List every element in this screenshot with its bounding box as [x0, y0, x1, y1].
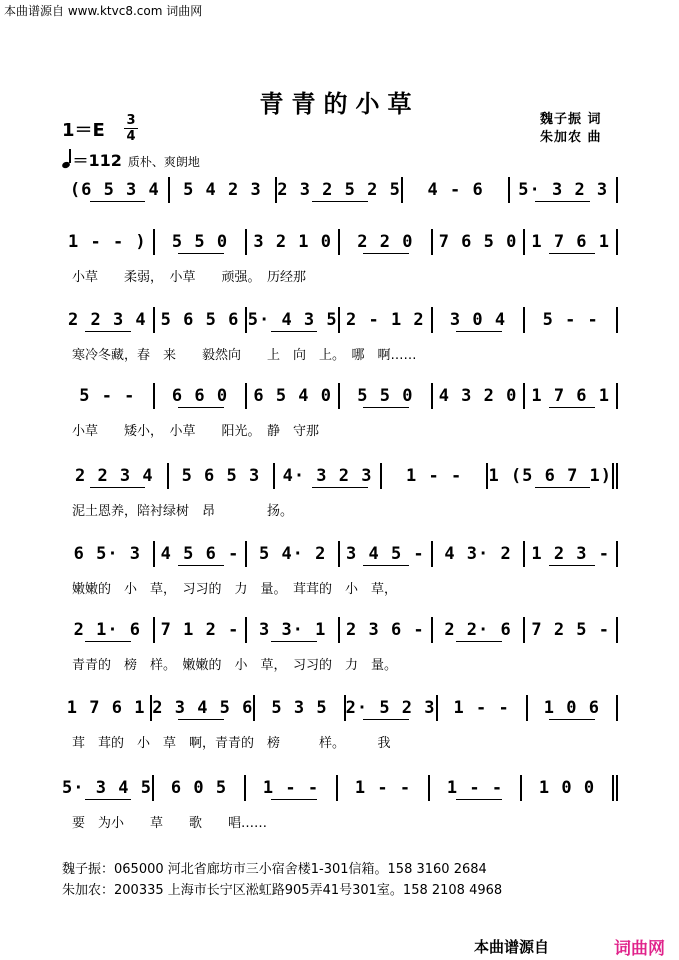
measure: 6 5· 3 — [73, 544, 142, 564]
footer-source-label: 本曲谱源自 — [474, 938, 550, 956]
barline — [616, 307, 618, 333]
song-title: 青青的小草 — [259, 89, 420, 118]
measure: 1 - - — [453, 698, 510, 718]
barline — [612, 775, 614, 801]
measure: 6 0 5 — [170, 778, 228, 798]
measure: 5· 3 4 5 — [62, 778, 152, 798]
measure: 1 - - — [406, 466, 463, 486]
beam-line — [85, 641, 131, 642]
beam-line — [271, 641, 317, 642]
measure: 5 6 5 6 — [160, 310, 240, 330]
measure: 4 3 2 0 — [438, 386, 518, 406]
measure: 4 3· 2 — [444, 544, 512, 564]
measure: 1 (5 6 7 1) — [488, 466, 613, 486]
barline — [616, 541, 618, 567]
measure: 2 2 3 4 — [68, 310, 147, 330]
score-row — [62, 376, 618, 416]
key-signature: 1＝E — [62, 120, 105, 141]
score-notes — [62, 170, 618, 210]
measure: 5 - - — [542, 310, 599, 330]
barline — [616, 695, 618, 721]
score-row — [62, 300, 618, 340]
beam-line — [363, 253, 409, 254]
measure: 1 - - — [446, 778, 504, 798]
measure: 3 2 1 0 — [253, 232, 332, 252]
score-row — [62, 170, 618, 210]
measure: 2· 5 2 3 — [345, 698, 436, 718]
measure: 6 5 4 0 — [253, 386, 332, 406]
beam-line — [549, 253, 595, 254]
score-notes — [62, 376, 618, 416]
beam-line — [549, 565, 595, 566]
measure: 5 5 0 — [357, 386, 414, 406]
score-notes — [62, 610, 618, 650]
score-row — [62, 534, 618, 574]
beam-line — [178, 719, 224, 720]
score-row — [62, 688, 618, 728]
beam-line — [456, 799, 502, 800]
measure: 1 0 6 — [543, 698, 600, 718]
beam-line — [85, 799, 131, 800]
measure: 1 - - ) — [68, 232, 147, 252]
measure: 2 - 1 2 — [346, 310, 425, 330]
lyric-line: 小草 柔弱， 小草 顽强。 历经那 — [72, 270, 307, 285]
measure: 1 0 0 — [538, 778, 596, 798]
measure: 5 3 5 — [271, 698, 328, 718]
site-logo: 词曲网 — [614, 939, 665, 959]
score-notes — [62, 534, 618, 574]
measure: 1 7 6 1 — [531, 232, 611, 252]
beam-line — [363, 565, 409, 566]
measure: 1 2 3 - — [531, 544, 611, 564]
tempo-value: ＝112 — [72, 151, 122, 170]
measure: 7 1 2 - — [160, 620, 240, 640]
measure: 2 3 2 5 2 5 — [277, 180, 401, 200]
barline — [616, 617, 618, 643]
measure: 3 0 4 — [449, 310, 507, 330]
lyric-line: 小草 矮小， 小草 阳光。 静 守那 — [72, 424, 320, 439]
beam-line — [535, 201, 591, 202]
beam-line — [271, 331, 317, 332]
score-notes — [62, 456, 618, 496]
score-row — [62, 610, 618, 650]
measure: (6 5 3 4 — [69, 180, 160, 200]
measure: 7 2 5 - — [531, 620, 611, 640]
score-notes — [62, 768, 618, 808]
measure: 5 5 0 — [171, 232, 229, 252]
time-signature — [124, 114, 138, 143]
barline — [616, 177, 618, 203]
measure: 2 3 6 - — [346, 620, 425, 640]
contact-lyricist: 魏子振：065000 河北省廊坊市三小宿舍楼1-301信箱。158 3160 2684 — [62, 862, 487, 877]
measure: 4· 3 2 3 — [282, 466, 373, 486]
lyric-line: 青青的 榜 样。 嫩嫩的 小 草， 习习的 力 量。 — [72, 658, 398, 673]
beam-line — [178, 407, 224, 408]
measure: 2 2· 6 — [444, 620, 512, 640]
score-notes — [62, 300, 618, 340]
measure: 1 - - — [354, 778, 412, 798]
source-header: 本曲谱源自 www.ktvc8.com 词曲网 — [4, 4, 203, 18]
lyricist-credit: 魏子振 词 — [540, 112, 602, 127]
measure: 5· 3 2 3 — [518, 180, 609, 200]
barline — [616, 229, 618, 255]
beam-line — [271, 799, 317, 800]
measure: 4 5 6 - — [160, 544, 240, 564]
beam-line — [312, 487, 368, 488]
tempo-marking — [62, 148, 200, 171]
score-row — [62, 456, 618, 496]
beam-line — [456, 641, 502, 642]
time-signature-top: 3 — [126, 113, 136, 128]
score-row — [62, 222, 618, 262]
beam-line — [363, 719, 409, 720]
beam-line — [312, 201, 368, 202]
lyric-line: 嫩嫩的 小 草， 习习的 力 量。 茸茸的 小 草， — [72, 582, 398, 597]
measure: 2 1· 6 — [73, 620, 142, 640]
measure: 5 6 5 3 — [181, 466, 261, 486]
lyric-line: 要 为小 草 歌 唱…… — [72, 816, 268, 831]
measure: 5 - - — [79, 386, 136, 406]
barline — [616, 383, 618, 409]
measure: 5· 4 3 5 — [247, 310, 338, 330]
measure: 2 2 0 — [357, 232, 414, 252]
score-row — [62, 768, 618, 808]
lyric-line: 泥土恩养，陪衬绿树 昂 扬。 — [72, 504, 294, 519]
beam-line — [85, 331, 131, 332]
beam-line — [535, 487, 591, 488]
lyric-line: 寒冷冬藏，春 来 毅然向 上 向 上。 哪 啊…… — [72, 348, 417, 363]
measure: 5 4 2 3 — [183, 180, 262, 200]
beam-line — [178, 565, 224, 566]
score-notes — [62, 222, 618, 262]
time-signature-bottom: 4 — [126, 129, 136, 144]
composer-credit: 朱加农 曲 — [540, 130, 602, 145]
beam-line — [90, 487, 146, 488]
measure: 6 6 0 — [171, 386, 229, 406]
measure: 3 4 5 - — [346, 544, 425, 564]
measure: 1 7 6 1 — [531, 386, 611, 406]
measure: 7 6 5 0 — [438, 232, 518, 252]
measure: 4 - 6 — [427, 180, 484, 200]
tempo-style: 质朴、爽朗地 — [127, 155, 200, 169]
measure: 1 - - — [262, 778, 320, 798]
beam-line — [456, 331, 502, 332]
barline — [612, 463, 614, 489]
contact-composer: 朱加农：200335 上海市长宁区淞虹路905弄41号301室。158 2108 4968 — [62, 883, 503, 898]
beam-line — [363, 407, 409, 408]
beam-line — [90, 201, 146, 202]
measure: 2 3 4 5 6 — [152, 698, 254, 718]
measure: 2 2 3 4 — [74, 466, 154, 486]
beam-line — [178, 253, 224, 254]
measure: 5 4· 2 — [258, 544, 327, 564]
lyric-line: 茸 茸的 小 草 啊，青青的 榜 样。 我 — [72, 736, 391, 751]
measure: 1 7 6 1 — [66, 698, 146, 718]
score-notes — [62, 688, 618, 728]
beam-line — [549, 719, 595, 720]
measure: 3 3· 1 — [258, 620, 327, 640]
beam-line — [549, 407, 595, 408]
